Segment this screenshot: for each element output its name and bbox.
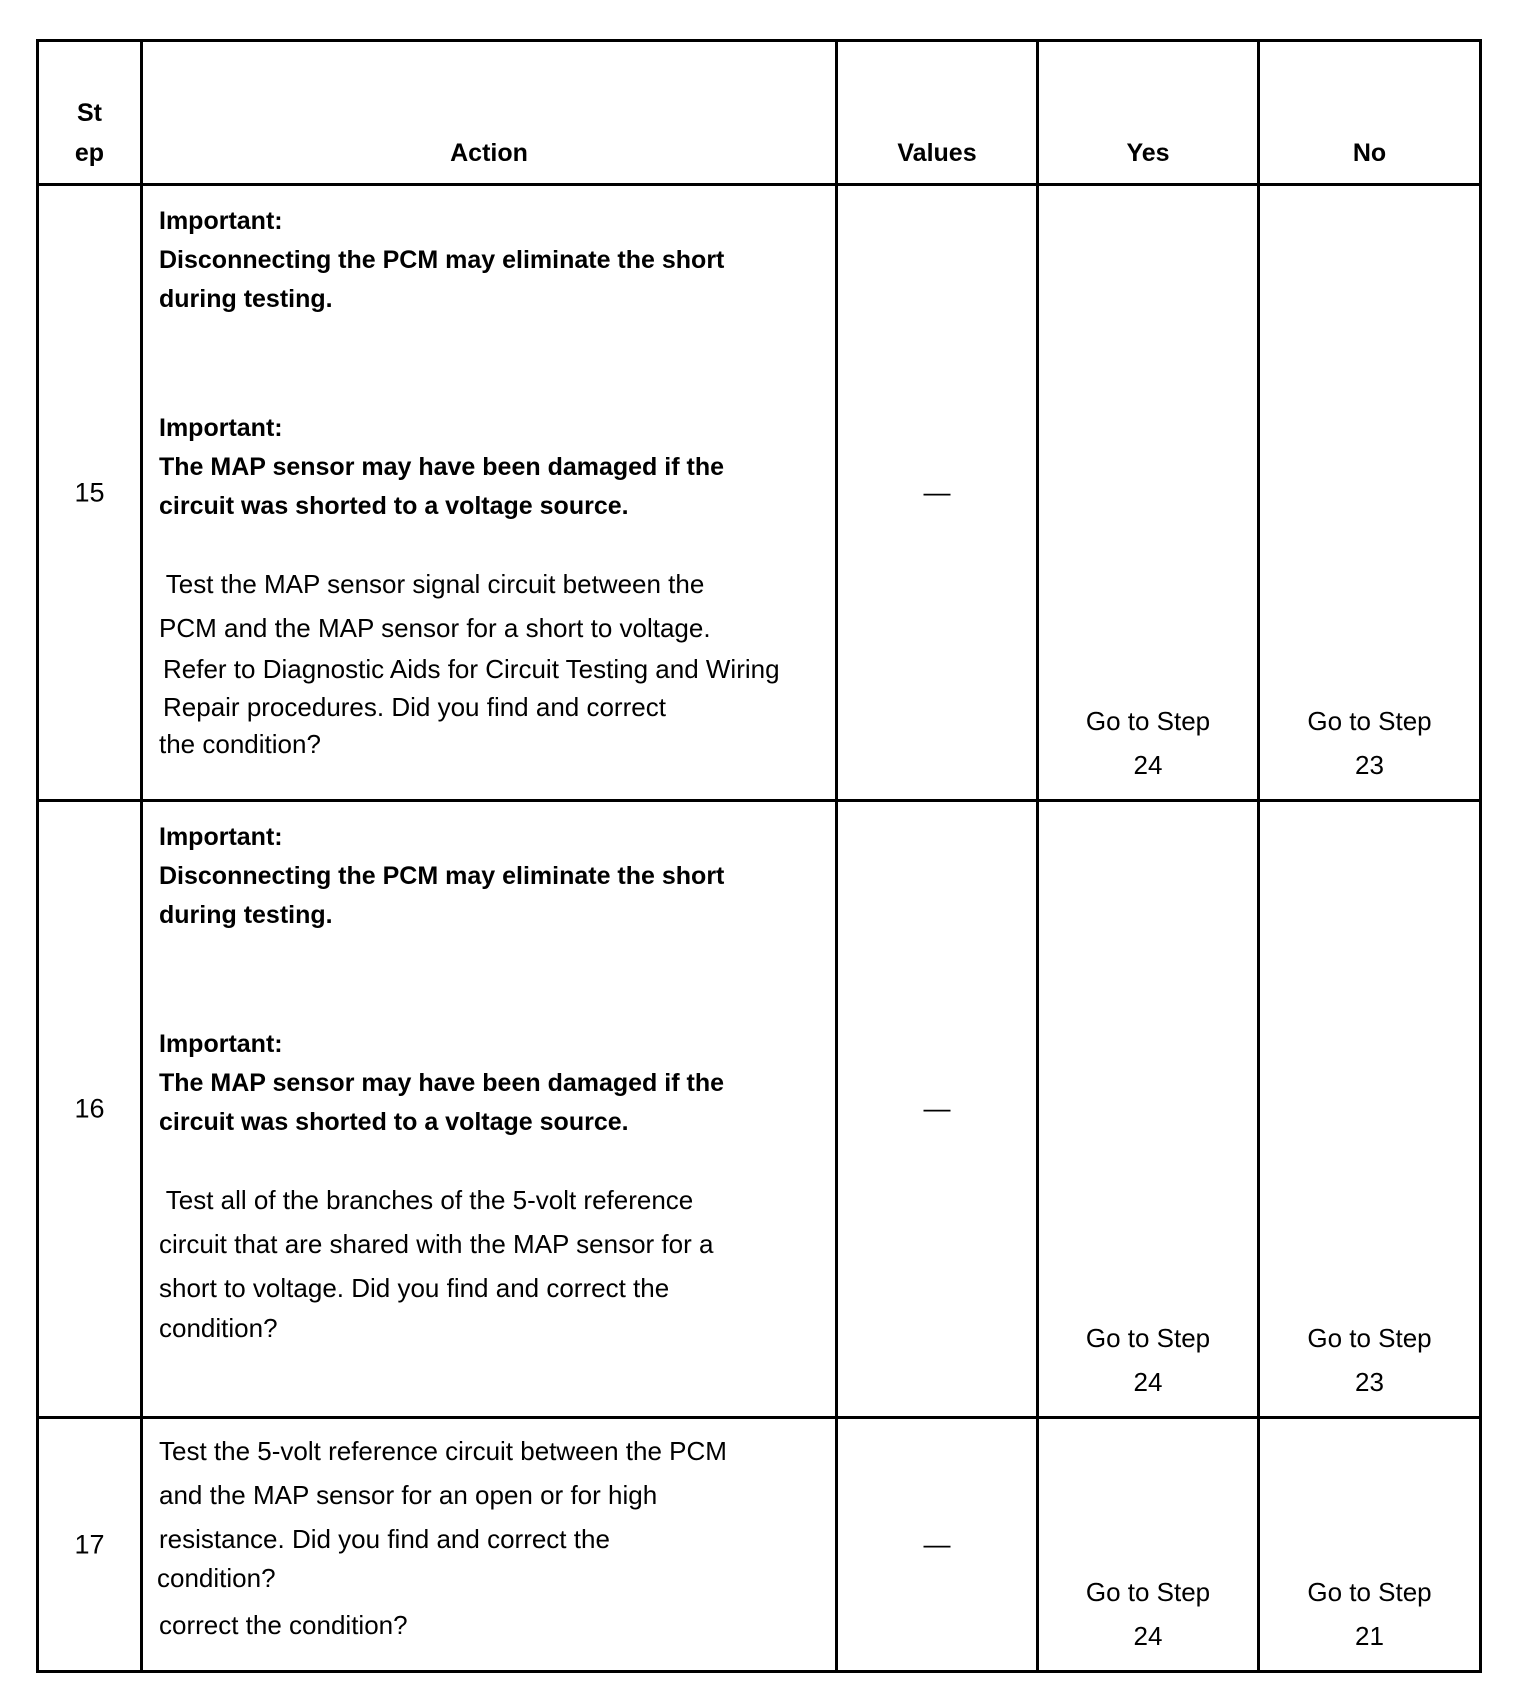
step-number: 16 [74, 1093, 105, 1124]
important-text: circuit was shorted to a voltage source. [159, 492, 629, 520]
important-text: The MAP sensor may have been damaged if the [159, 453, 724, 481]
yes-cell [1038, 801, 1259, 1418]
value-dash: — [923, 1093, 951, 1124]
header-step-line2: ep [74, 139, 105, 167]
instruction-line: the condition? [159, 729, 321, 759]
important-label: Important: [159, 1030, 283, 1058]
important-text: Disconnecting the PCM may eliminate the short [159, 246, 725, 274]
no-goto-label: Go to Step [1307, 706, 1432, 736]
yes-cell [1038, 1418, 1259, 1672]
values-cell [837, 801, 1038, 1418]
instruction-line: resistance. Did you find and correct the [159, 1524, 610, 1554]
instruction-line: Repair procedures. Did you find and correct [163, 692, 666, 722]
header-step [38, 41, 142, 185]
instruction-line: Test all of the branches of the 5-volt reference [159, 1185, 694, 1215]
instruction-line: Test the 5-volt reference circuit between the PCM [159, 1436, 727, 1466]
important-text: Disconnecting the PCM may eliminate the short [159, 862, 725, 890]
important-text: The MAP sensor may have been damaged if the [159, 1069, 724, 1097]
table-row-step-15 [38, 185, 1481, 801]
values-cell [837, 1418, 1038, 1672]
no-goto-step: 23 [1355, 1367, 1384, 1397]
action-cell [142, 1418, 837, 1672]
important-label: Important: [159, 823, 283, 851]
header-row [38, 41, 1481, 185]
yes-goto-label: Go to Step [1085, 706, 1211, 736]
header-no: No [1259, 41, 1481, 185]
important-label: Important: [159, 207, 283, 235]
no-cell [1259, 185, 1481, 801]
no-goto-label: Go to Step [1307, 1323, 1432, 1353]
header-step-line1: St [77, 99, 102, 127]
yes-cell [1038, 185, 1259, 801]
no-goto-step: 21 [1355, 1621, 1384, 1651]
instruction-line: and the MAP sensor for an open or for high [159, 1480, 658, 1510]
step-cell [38, 1418, 142, 1672]
instruction-line: short to voltage. Did you find and correct the [159, 1273, 670, 1303]
step-number: 17 [74, 1529, 105, 1559]
yes-goto-step: 24 [1133, 1621, 1163, 1651]
yes-goto-step: 24 [1133, 1367, 1163, 1397]
header-action: Action [142, 41, 837, 185]
important-text: circuit was shorted to a voltage source. [159, 1108, 629, 1136]
yes-goto-label: Go to Step [1085, 1323, 1211, 1353]
instruction-line: circuit that are shared with the MAP sensor for a [159, 1229, 714, 1259]
value-dash: — [923, 477, 951, 507]
no-goto-step: 23 [1355, 750, 1384, 780]
instruction-line: Test the MAP sensor signal circuit between the [159, 569, 705, 599]
instruction-line: condition? [159, 1313, 278, 1343]
yes-goto-step: 24 [1133, 750, 1163, 780]
instruction-line: PCM and the MAP sensor for a short to voltage. [159, 613, 711, 643]
step-cell [38, 801, 142, 1418]
instruction-line: condition? [157, 1563, 276, 1593]
action-cell [142, 185, 837, 801]
instruction-line: correct the condition? [159, 1610, 408, 1640]
header-values: Values [837, 41, 1038, 185]
step-number: 15 [74, 477, 105, 507]
header-yes: Yes [1038, 41, 1259, 185]
important-text: during testing. [159, 285, 333, 313]
no-cell [1259, 1418, 1481, 1672]
step-cell [38, 185, 142, 801]
no-goto-label: Go to Step [1307, 1577, 1432, 1607]
action-cell [142, 801, 837, 1418]
important-text: during testing. [159, 901, 333, 929]
table-row-step-16 [38, 801, 1481, 1418]
important-label: Important: [159, 414, 283, 442]
table-row-step-17 [38, 1418, 1481, 1672]
values-cell [837, 185, 1038, 801]
instruction-line: Refer to Diagnostic Aids for Circuit Testing and Wiring [163, 654, 780, 684]
yes-goto-label: Go to Step [1085, 1577, 1211, 1607]
no-cell [1259, 801, 1481, 1418]
value-dash: — [923, 1529, 951, 1559]
diagnostic-table [36, 39, 1482, 1673]
